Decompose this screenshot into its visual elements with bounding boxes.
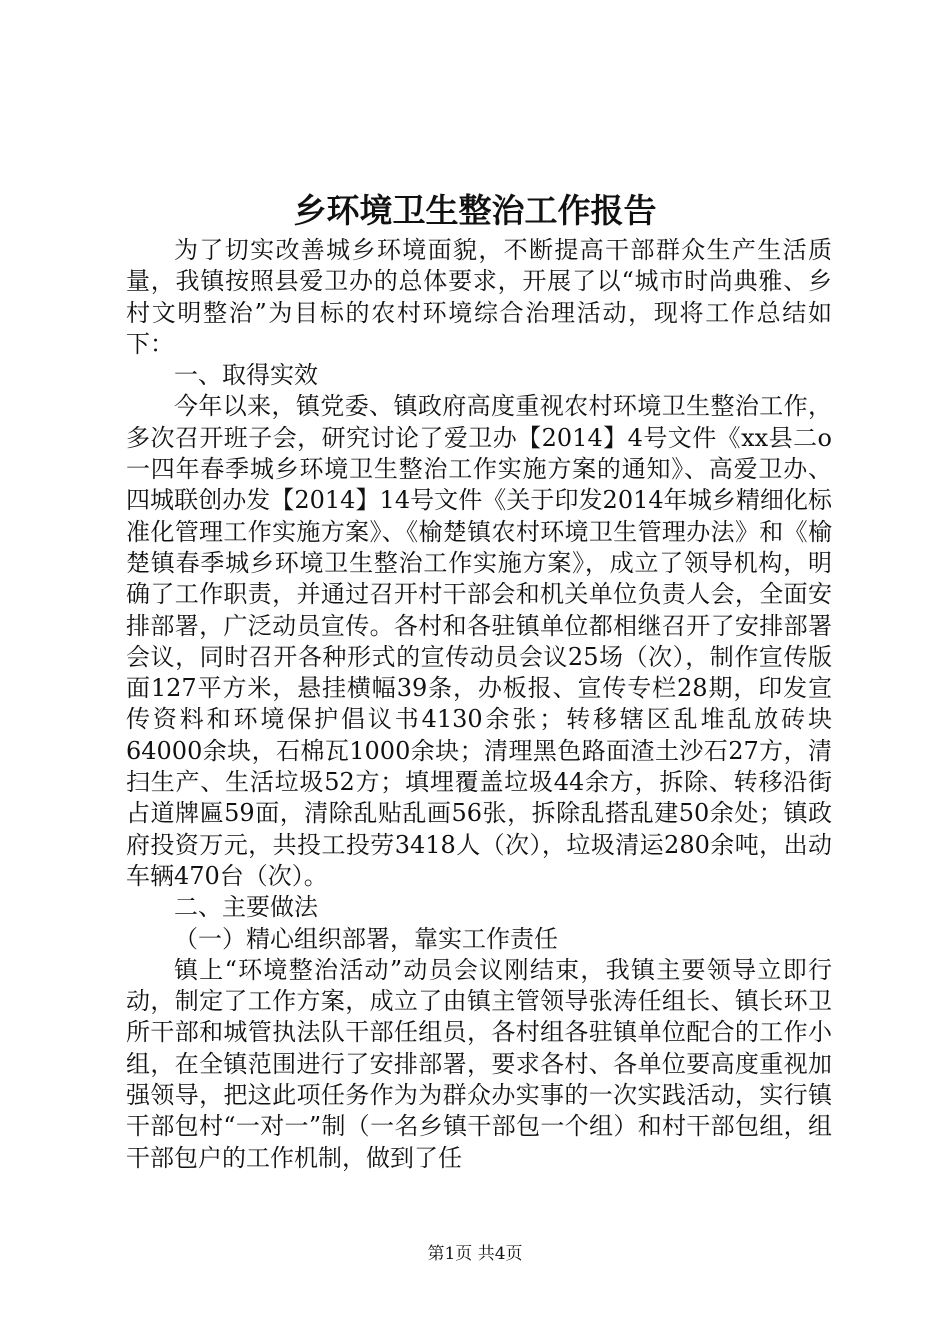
subsection-heading-organization: （一）精心组织部署，靠实工作责任 — [174, 924, 558, 953]
section-heading-methods: 二、主要做法 — [174, 893, 318, 922]
results-paragraph: 今年以来，镇党委、镇政府高度重视农村环境卫生整治工作，多次召开班子会，研究讨论了爱卫办【2014】4号文件《xx县二o一四年春季城乡环境卫生整治工作实施方案的通知》、高爱卫办、四城联创办发【2014】14号文件《关于印发2014年城乡精细化标准化管理工作实施方案》、《榆楚镇农村环境卫生管理办法》和《榆楚镇春季城乡环境卫生整治工作实施方案》，成立了领导机构，明确了工作职责，并通过召开村干部会和机关单位负责人会，全面安排部署，广泛动员宣传。各村和各驻镇单位都相继召开了安排部署会议，同时召开各种形式的宣传动员会议25场（次），制作宣传版面127平方米，悬挂横幅39条，办板报、宣传专栏28期，印发宣传资料和环境保护倡议书4130余张；转移辖区乱堆乱放砖块64000余块，石棉瓦1000余块；清理黑色路面渣土沙石27方，清扫生产、生活垃圾52方；填埋覆盖垃圾44余方，拆除、转移沿街占道牌匾59面，清除乱贴乱画56张，拆除乱搭乱建50余处；镇政府投资万元，共投工投劳3418人（次），垃圾清运280余吨，出动车辆470台（次）。 — [126, 392, 832, 890]
document-title: 乡环境卫生整治工作报告 — [293, 191, 657, 230]
page-number-footer: 第1页 共4页 — [427, 1244, 523, 1264]
document-body — [126, 235, 832, 1174]
organization-paragraph: 镇上“环境整治活动”动员会议刚结束，我镇主要领导立即行动，制定了工作方案，成立了由镇主管领导张涛任组长、镇长环卫所干部和城管执法队干部任组员，各村组各驻镇单位配合的工作小组，在全镇范围进行了安排部署，要求各村、各单位要高度重视加强领导，把这此项任务作为为群众办实事的一次实践活动，实行镇干部包村“一对一”制（一名乡镇干部包一个组）和村干部包组，组干部包户的工作机制，做到了任 — [126, 955, 832, 1172]
intro-paragraph: 为了切实改善城乡环境面貌，不断提高干部群众生产生活质量，我镇按照县爱卫办的总体要求，开展了以“城市时尚典雅、乡村文明整治”为目标的农村环境综合治理活动，现将工作总结如下： — [126, 236, 832, 358]
section-heading-results: 一、取得实效 — [174, 361, 318, 390]
